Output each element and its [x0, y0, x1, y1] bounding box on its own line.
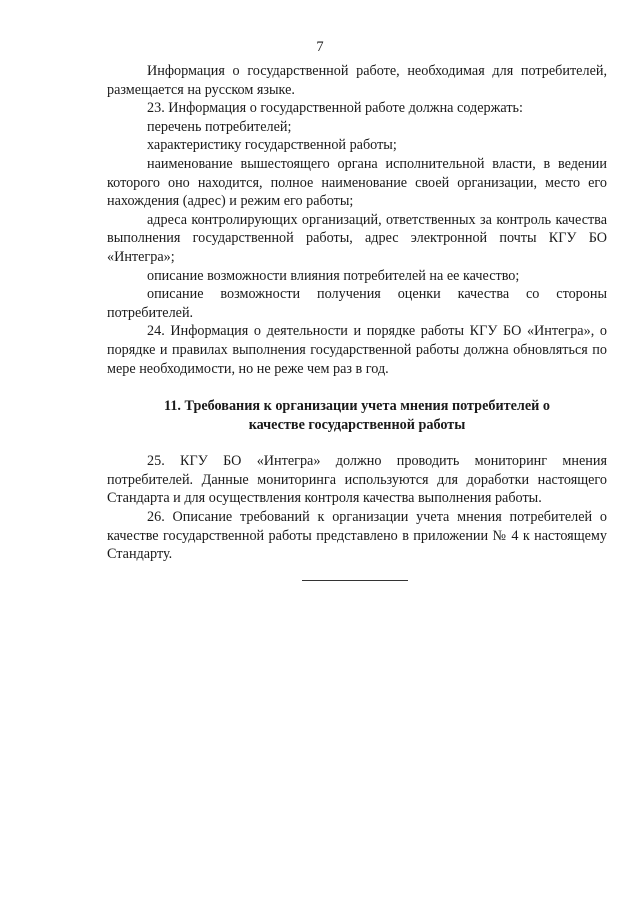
section-heading-line-1: 11. Требования к организации учета мнения потребителей о — [164, 398, 550, 415]
section-heading-11 — [107, 397, 607, 434]
list-item-quality-assessment: описание возможности получения оценки качества со стороны потребителей. — [107, 286, 607, 321]
paragraph-info-language: Информация о государственной работе, необходимая для потребителей, размещается на русском языке. — [107, 63, 607, 98]
section-heading-line-2: качестве государственной работы — [248, 416, 466, 433]
paragraph-23: 23. Информация о государственной работе должна содержать: — [147, 100, 523, 117]
list-item-work-characteristics: характеристику государственной работы; — [147, 137, 397, 154]
paragraph-25: 25. КГУ БО «Интегра» должно проводить мониторинг мнения потребителей. Данные мониторинга используются для доработки настоящего Стандарта и для осуществления контроля качества выполнения работы. — [107, 453, 607, 507]
paragraph-26: 26. Описание требований к организации учета мнения потребителей о качестве государственной работы представлено в приложении № 4 к настоящему Стандарту. — [107, 509, 607, 563]
paragraph-24: 24. Информация о деятельности и порядке работы КГУ БО «Интегра», о порядке и правилах выполнения государственной работы должна обновляться по мере необходимости, но не реже чем раз в год. — [107, 323, 607, 377]
list-item-influence: описание возможности влияния потребителей на ее качество; — [147, 267, 520, 284]
end-separator-line — [302, 580, 408, 581]
list-item-consumers: перечень потребителей; — [147, 118, 292, 135]
page-number: 7 — [316, 39, 324, 55]
document-body — [107, 62, 607, 564]
list-item-authority-name: наименование вышестоящего органа исполнительной власти, в ведении которого оно находится, полное наименование своей организации, место его нахождения (адрес) и режим его работы; — [107, 155, 607, 210]
list-item-control-addresses: адреса контролирующих организаций, ответственных за контроль качества выполнения государственной работы, адрес электронной почты КГУ БО «Интегра»; — [107, 211, 607, 265]
